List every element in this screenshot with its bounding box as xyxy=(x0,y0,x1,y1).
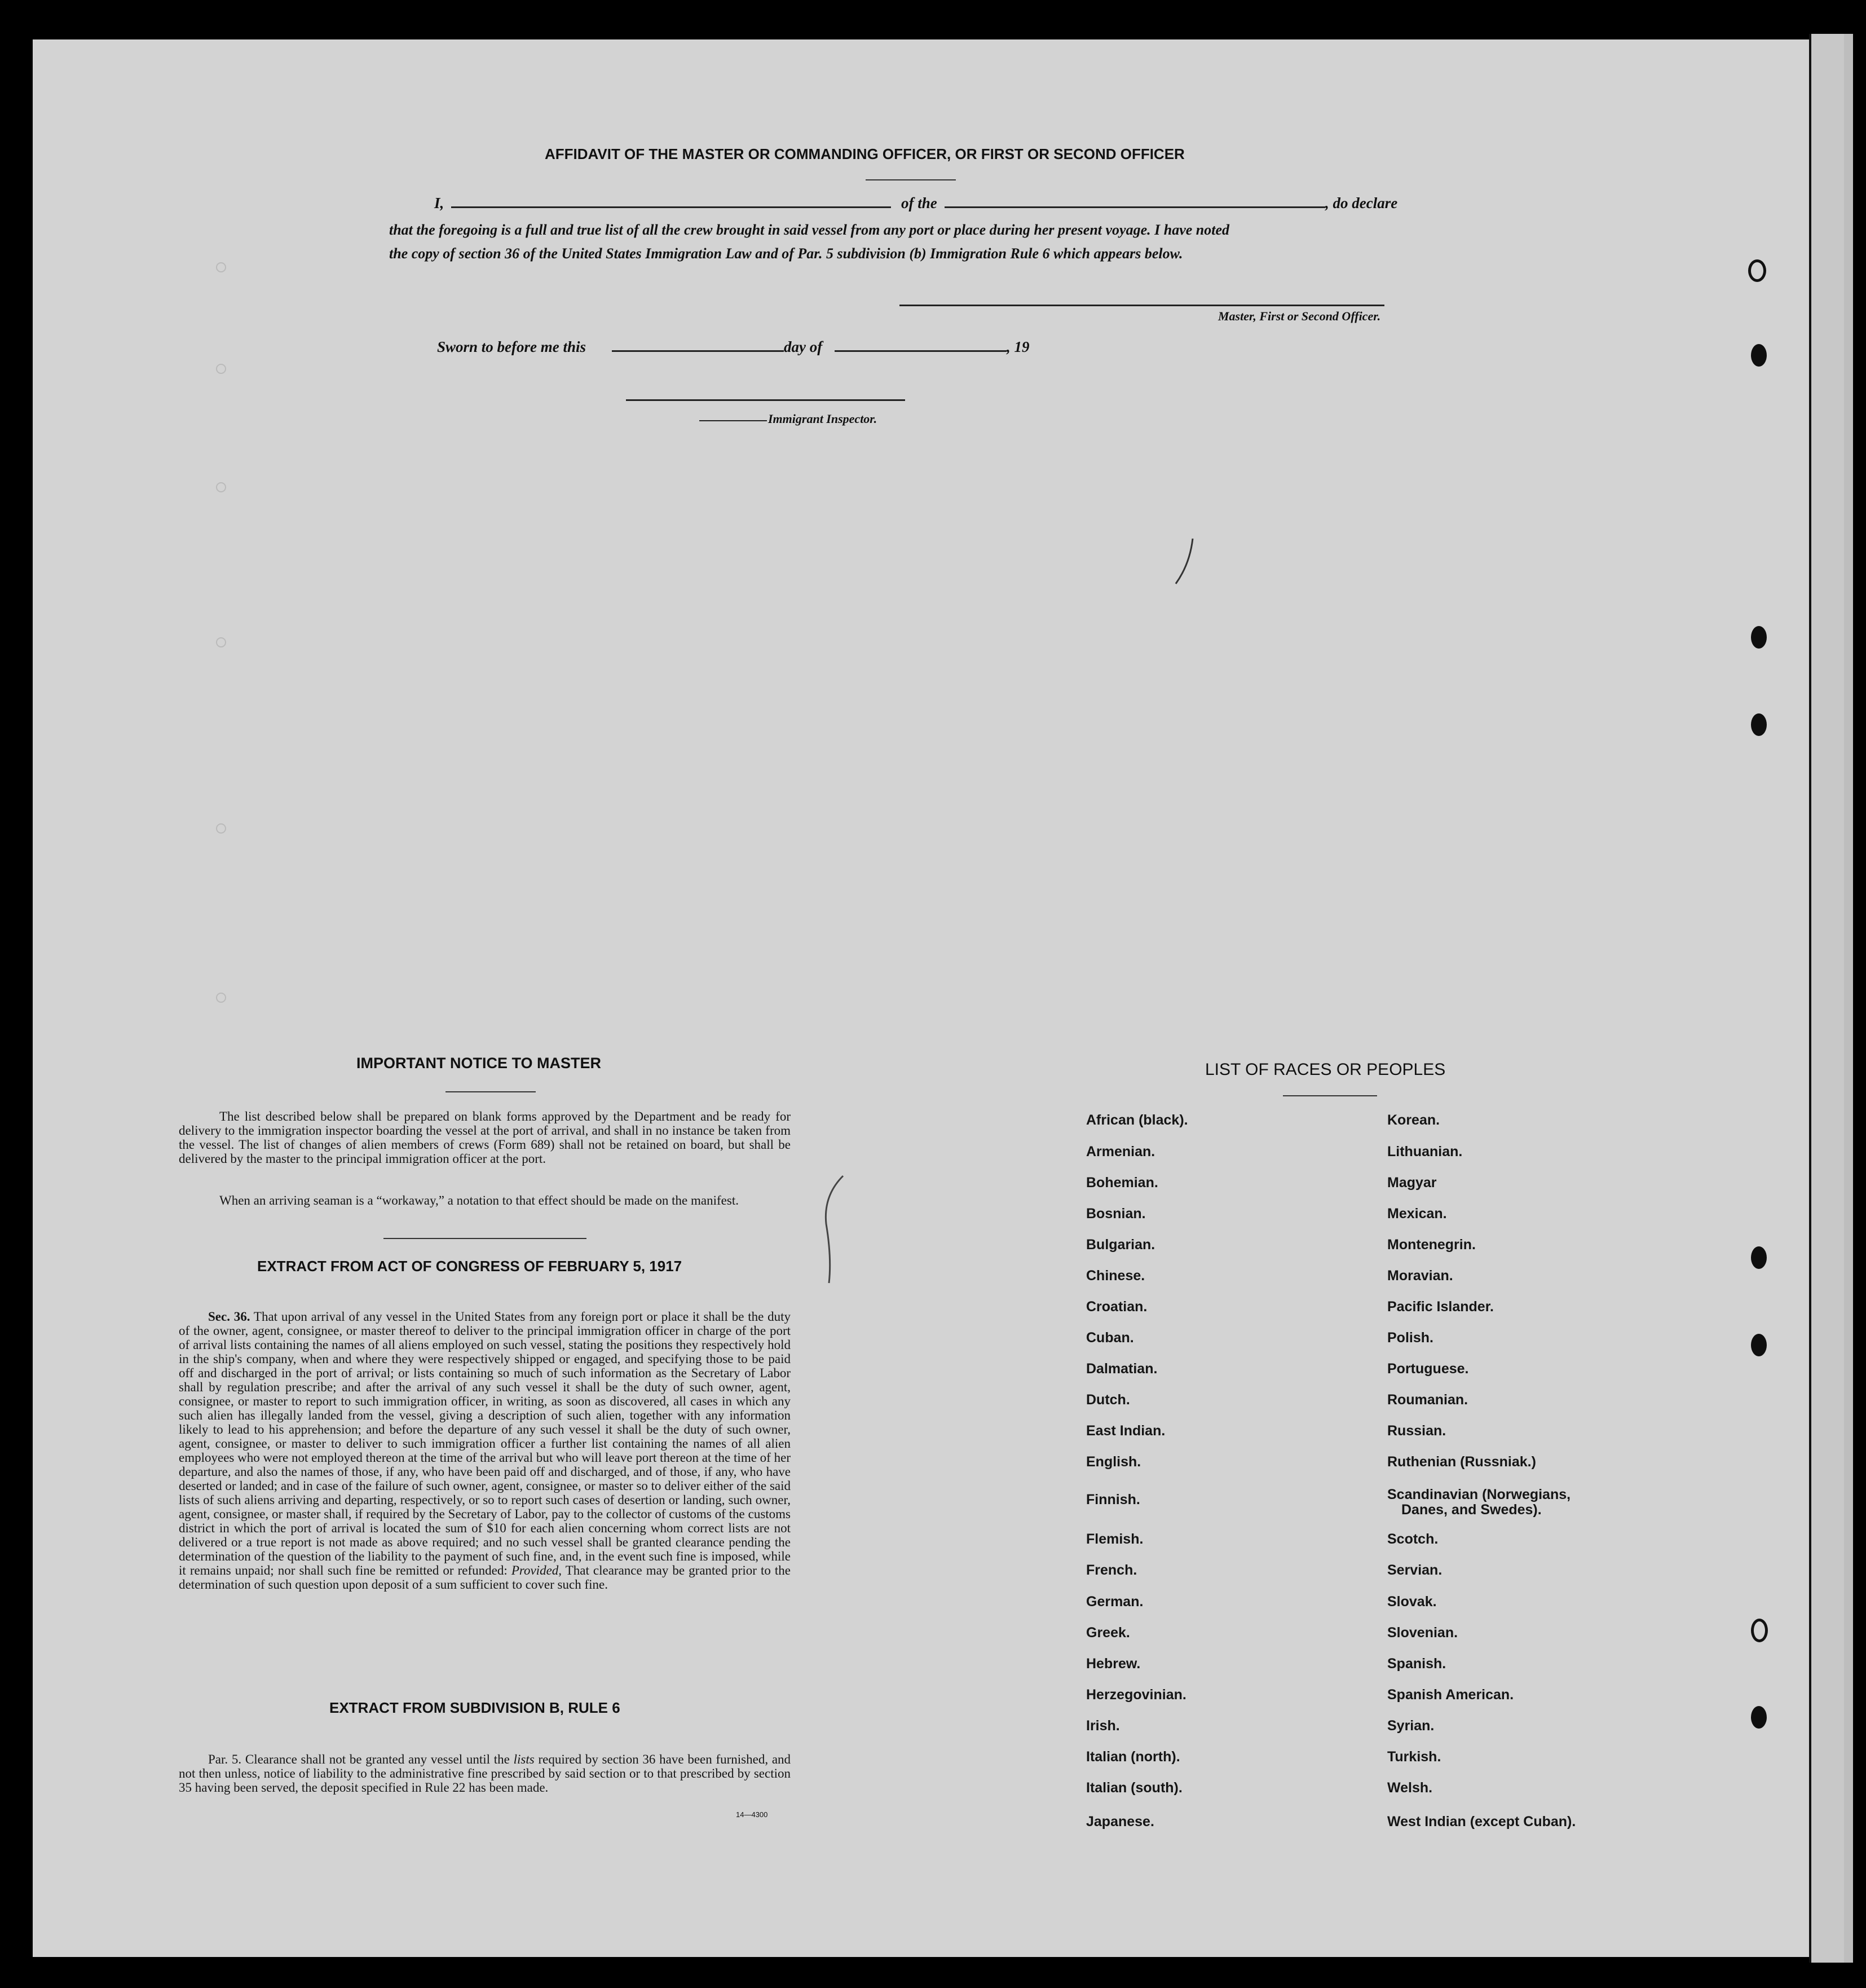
day-of-label: day of xyxy=(784,338,823,355)
act-heading: EXTRACT FROM ACT OF CONGRESS OF FEBRUARY 5, 1917 xyxy=(257,1258,682,1275)
year-prefix: , 19 xyxy=(1007,338,1030,355)
ghost-hole-mark xyxy=(216,482,226,492)
races-rule xyxy=(1283,1095,1377,1096)
race-right-item: Roumanian. xyxy=(1387,1392,1468,1408)
race-left-item: African (black). xyxy=(1086,1112,1188,1128)
title-rule xyxy=(866,179,956,180)
punch-hole xyxy=(1751,713,1767,736)
binder-edge xyxy=(1844,34,1853,1963)
affidavit-line-3: the copy of section 36 of the United States Immigration Law and of Par. 5 subdivision (b) Immigration Rule 6 which appears below. xyxy=(389,245,1183,262)
sworn-day-blank[interactable] xyxy=(612,350,784,352)
races-heading: LIST OF RACES OR PEOPLES xyxy=(1205,1060,1446,1079)
document-page xyxy=(33,39,1809,1957)
notice-paragraph-2: When an arriving seaman is a “workaway,” a notation to that effect should be made on the manifest. xyxy=(219,1193,739,1207)
race-left-item: English. xyxy=(1086,1454,1141,1470)
race-left-item: Cuban. xyxy=(1086,1330,1134,1346)
race-left-item: East Indian. xyxy=(1086,1423,1166,1439)
sworn-month-blank[interactable] xyxy=(835,350,1007,352)
vessel-blank[interactable] xyxy=(945,206,1325,208)
of-the-label: of the xyxy=(901,195,937,211)
race-left-item: Herzegovinian. xyxy=(1086,1687,1186,1703)
race-left-item: Japanese. xyxy=(1086,1814,1154,1830)
form-number: 14—4300 xyxy=(736,1810,768,1819)
race-left-item: Bulgarian. xyxy=(1086,1237,1155,1253)
race-left-item: Italian (south). xyxy=(1086,1780,1183,1796)
race-left-item: Italian (north). xyxy=(1086,1749,1180,1765)
race-right-item: Spanish American. xyxy=(1387,1687,1514,1703)
race-right-item: Russian. xyxy=(1387,1423,1446,1439)
name-blank[interactable] xyxy=(451,206,891,208)
race-right-item: Scandinavian (Norwegians, xyxy=(1387,1487,1571,1502)
punch-hole xyxy=(1751,1706,1767,1729)
race-right-item: Pacific Islander. xyxy=(1387,1299,1494,1315)
ghost-hole-mark xyxy=(216,364,226,374)
race-left-item: Bosnian. xyxy=(1086,1206,1146,1222)
race-right-item: West Indian (except Cuban). xyxy=(1387,1814,1576,1830)
race-left-item: Bohemian. xyxy=(1086,1175,1158,1191)
race-right-item-continued: Danes, and Swedes). xyxy=(1401,1502,1542,1518)
sworn-prefix: Sworn to before me this xyxy=(437,338,586,355)
notice-section-rule xyxy=(383,1238,586,1239)
notice-heading: IMPORTANT NOTICE TO MASTER xyxy=(356,1055,601,1072)
race-left-item: Irish. xyxy=(1086,1718,1120,1734)
act-text: That upon arrival of any vessel in the United States from any foreign port or place it shall be the duty of the owner, agent, consignee, or master thereof to deliver to the principal immigration officer in charge of the port of arrival lists containing the names of all aliens employed on such vessel, stating the positions they respectively hold in the ship's company, when and where they were respectively shipped or engaged, and specifying those to be paid off and discharged in the port of arrival; or lists containing so much of such information as the Secretary of Labor shall by regulation prescribe; and after the arrival of any such vessel it shall be the duty of such owner, agent, consignee, or master to report to such immigration officer, in writing, as soon as discovered, all cases in which any such alien has illegally landed from the vessel, giving a description of such alien, together with any information likely to lead to his apprehension; and before the departure of any such vessel it shall be the duty of such owner, agent, consignee, or master to deliver to such immigration officer a further list containing the names of all alien employees who were not employed thereon at the time of the arrival but who will leave port thereon at the time of her departure, and also the names of those, if any, who have been paid off and discharged, and of those, if any, who have deserted or landed; and in case of the failure of such owner, agent, consignee, or master so to deliver either of the said lists of such aliens arriving and departing, respectively, or so to report such cases of desertion or landing, such owner, agent, consignee, or master shall, if required by the Secretary of Labor, pay to the collector of customs of the customs district in which the port of arrival is located the sum of $10 for each alien concerning whom correct lists are not delivered or a true report is not made as above required; and no such vessel shall be granted clearance pending the determination of the question of the liability to the payment of such fine, and, in the event such fine is imposed, while it remains unpaid; nor shall such fine be remitted or refunded: xyxy=(179,1310,791,1577)
inspector-label: Immigrant Inspector. xyxy=(768,412,877,426)
race-left-item: Armenian. xyxy=(1086,1144,1155,1160)
race-left-item: Croatian. xyxy=(1086,1299,1148,1315)
do-declare-label: , do declare xyxy=(1325,195,1398,211)
race-right-item: Turkish. xyxy=(1387,1749,1441,1765)
notice-paragraph-1: The list described below shall be prepared on blank forms approved by the Department and be ready for delivery to the immigration inspector boarding the vessel at the port of arrival, and shall in no instance be taken from the vessel. The list of changes of alien members of crews (Form 689) shall not be retained on board, but shall be delivered by the master to the principal immigration officer at the port. xyxy=(179,1109,791,1166)
punch-hole xyxy=(1748,259,1766,282)
race-right-item: Moravian. xyxy=(1387,1268,1453,1284)
pen-mark xyxy=(818,1173,846,1286)
pen-mark xyxy=(1173,536,1196,587)
inspector-signature-line[interactable] xyxy=(626,399,905,401)
race-left-item: German. xyxy=(1086,1594,1144,1610)
affidavit-line-2: that the foregoing is a full and true list of all the crew brought in said vessel from any port or place during her present voyage. I have noted xyxy=(389,222,1230,238)
race-right-item: Scotch. xyxy=(1387,1531,1439,1547)
race-right-item: Slovak. xyxy=(1387,1594,1437,1610)
rule-paragraph xyxy=(179,1752,791,1795)
punch-hole xyxy=(1751,626,1767,649)
intro-i: I, xyxy=(434,195,444,211)
race-right-item: Magyar xyxy=(1387,1175,1437,1191)
act-section-36 xyxy=(179,1310,791,1592)
race-right-item: Ruthenian (Russniak.) xyxy=(1387,1454,1536,1470)
race-left-item: Hebrew. xyxy=(1086,1656,1141,1672)
race-left-item: Finnish. xyxy=(1086,1492,1140,1507)
punch-hole xyxy=(1751,344,1767,367)
binder-strip xyxy=(1809,34,1845,1963)
race-left-item: Dalmatian. xyxy=(1086,1361,1158,1377)
notice-rule xyxy=(445,1091,536,1092)
race-left-item: Dutch. xyxy=(1086,1392,1130,1408)
ghost-hole-mark xyxy=(216,993,226,1003)
provided-word: Provided, xyxy=(511,1563,562,1577)
race-right-item: Spanish. xyxy=(1387,1656,1446,1672)
ghost-hole-mark xyxy=(216,262,226,272)
act-text-end: That clearance may be granted prior to the determination of such question upon deposit of a sum sufficient to cover such fine. xyxy=(179,1563,791,1592)
rule-heading: EXTRACT FROM SUBDIVISION B, RULE 6 xyxy=(329,1699,620,1716)
race-left-item: Flemish. xyxy=(1086,1531,1144,1547)
race-right-item: Syrian. xyxy=(1387,1718,1435,1734)
race-right-item: Polish. xyxy=(1387,1330,1433,1346)
punch-hole xyxy=(1751,1619,1768,1642)
master-signature-line[interactable] xyxy=(899,305,1384,306)
race-right-item: Portuguese. xyxy=(1387,1361,1469,1377)
sec-label: Sec. 36. xyxy=(208,1310,250,1324)
race-left-item: French. xyxy=(1086,1562,1137,1578)
race-right-item: Servian. xyxy=(1387,1562,1442,1578)
master-signature-label: Master, First or Second Officer. xyxy=(1218,309,1381,323)
race-right-item: Korean. xyxy=(1387,1112,1440,1128)
race-right-item: Welsh. xyxy=(1387,1780,1433,1796)
race-left-item: Chinese. xyxy=(1086,1268,1145,1284)
race-left-item: Greek. xyxy=(1086,1625,1130,1641)
punch-hole xyxy=(1751,1334,1767,1356)
rule-text-b: required by section 36 have been furnished, and not then unless, notice of liability to the administrative fine prescribed by said section or to that prescribed by section 35 having been served, the deposit specified in Rule 22 has been made. xyxy=(179,1752,791,1795)
race-right-item: Slovenian. xyxy=(1387,1625,1458,1641)
affidavit-title: AFFIDAVIT OF THE MASTER OR COMMANDING OFFICER, OR FIRST OR SECOND OFFICER xyxy=(545,146,1185,162)
rule-text-a: Par. 5. Clearance shall not be granted any vessel until the xyxy=(208,1752,510,1766)
race-right-item: Lithuanian. xyxy=(1387,1144,1463,1160)
ghost-hole-mark xyxy=(216,637,226,647)
ghost-hole-mark xyxy=(216,823,226,834)
lists-word: lists xyxy=(513,1752,535,1766)
race-right-item: Mexican. xyxy=(1387,1206,1447,1222)
punch-hole xyxy=(1751,1246,1767,1269)
race-right-item: Montenegrin. xyxy=(1387,1237,1476,1253)
inspector-dash xyxy=(699,420,767,421)
